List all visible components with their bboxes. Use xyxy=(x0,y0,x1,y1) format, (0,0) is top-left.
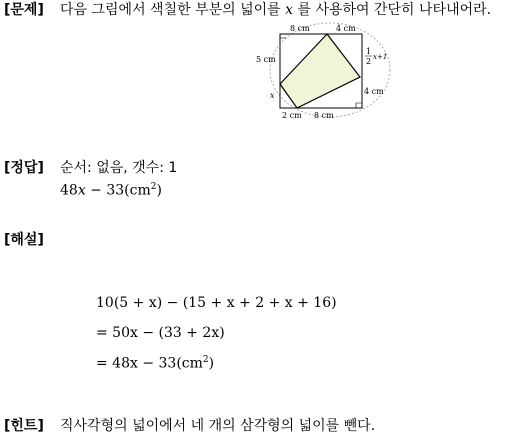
answer-line2 xyxy=(60,182,162,199)
answer-var: x xyxy=(77,182,86,199)
right-angle-mark xyxy=(356,103,362,108)
label-left-x: x xyxy=(270,91,275,100)
eq3-sup: 2 xyxy=(202,355,209,365)
eq3-close: ) xyxy=(208,355,215,372)
label-right-x: x+1 xyxy=(373,53,388,61)
equation-line-2: = 50x − (33 + 2x) xyxy=(96,325,225,341)
answer-coef: 48 xyxy=(60,182,78,199)
problem-figure xyxy=(252,20,402,120)
label-bottom-right: 8 cm xyxy=(314,111,334,120)
label-left: 5 cm xyxy=(256,55,276,64)
problem-text-after: 를 사용하여 간단히 나타내어라. xyxy=(297,2,492,18)
hint-text: 직사각형의 넓이에서 네 개의 삼각형의 넓이를 뺀다. xyxy=(60,418,376,434)
equation-line-3 xyxy=(96,355,214,372)
answer-line1: 순서: 없음, 갯수: 1 xyxy=(60,160,178,176)
label-right-den: 2 xyxy=(366,57,372,66)
problem-text xyxy=(60,0,491,19)
label-top-right: 4 cm xyxy=(336,24,356,33)
shaded-region xyxy=(280,34,360,108)
label-right-bottom: 4 cm xyxy=(364,87,384,96)
answer-rest: − 33(cm xyxy=(85,182,151,199)
equation-line-1: 10(5 + x) − (15 + x + 2 + x + 16) xyxy=(96,295,337,311)
answer-close: ) xyxy=(156,182,162,199)
problem-variable: x xyxy=(285,2,294,18)
label-right-num: 1 xyxy=(366,47,372,56)
answer-tag: [정답] xyxy=(4,160,44,176)
problem-text-before: 다음 그림에서 색칠한 부분의 넓이를 xyxy=(60,2,281,18)
hint-tag: [힌트] xyxy=(4,418,44,434)
problem-tag: [문제] xyxy=(4,2,44,18)
label-top-left: 8 cm xyxy=(290,24,310,33)
label-bottom-left: 2 cm xyxy=(282,111,302,120)
answer-sup: 2 xyxy=(150,182,157,192)
eq3-main: = 48x − 33(cm xyxy=(96,355,203,372)
explanation-tag: [해설] xyxy=(4,232,44,248)
